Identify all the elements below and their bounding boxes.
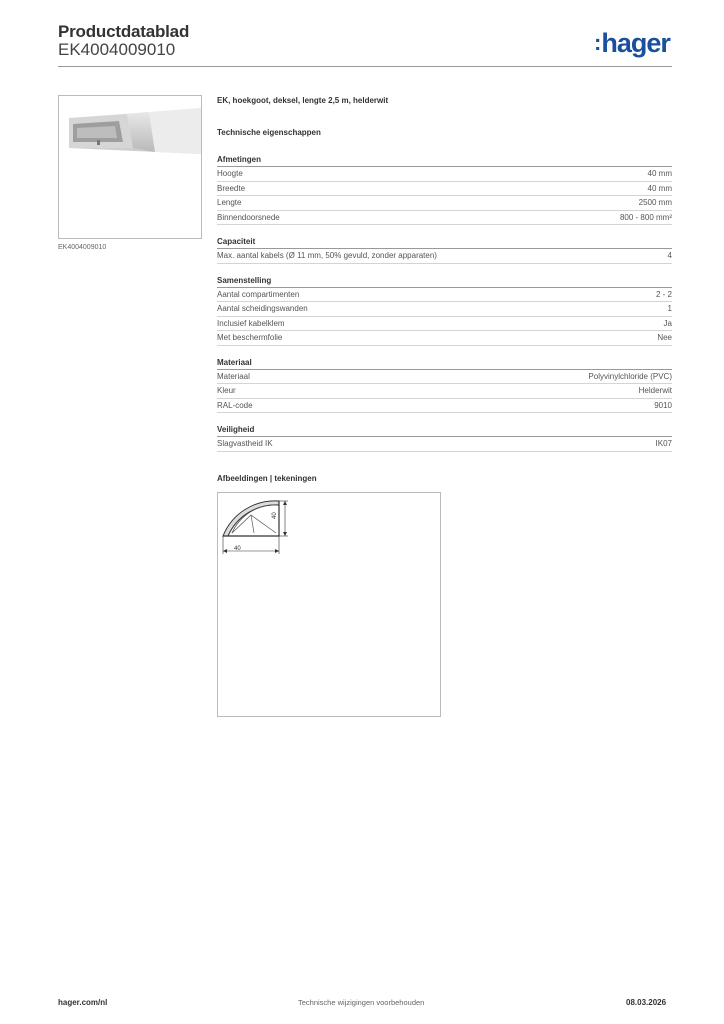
spec-value: 1 [667,304,672,313]
spec-label: Hoogte [217,169,243,178]
spec-value: 9010 [654,400,672,410]
section-materiaal [217,358,672,414]
spec-row [217,317,672,332]
footer-website[interactable]: hager.com/nl [58,998,108,1007]
spec-label: Aantal compartimenten [217,289,300,299]
section-afmetingen [217,155,672,225]
section-heading: Veiligheid [217,425,672,437]
hager-logo: :hager [594,28,670,58]
section-heading: Afmetingen [217,155,672,167]
spec-row [217,331,672,346]
spec-row [217,196,672,211]
spec-label: Max. aantal kabels (Ø 11 mm, 50% gevuld, zonder apparaten) [217,251,437,260]
spec-value: 40 mm [647,169,672,178]
footer-date: 08.03.2026 [626,998,667,1007]
section-heading: Samenstelling [217,276,672,288]
spec-row [217,288,672,303]
spec-value: 4 [667,251,672,260]
spec-row [217,384,672,399]
spec-label: Materiaal [217,371,250,381]
section-samenstelling [217,276,672,346]
spec-value: Nee [657,333,672,342]
spec-label: Binnendoorsnede [217,212,280,222]
spec-label: Slagvastheid IK [217,439,273,448]
spec-row [217,167,672,182]
spec-value: Ja [663,318,672,328]
cross-section-drawing [218,493,440,716]
spec-label: Kleur [217,386,236,395]
page-title: Productdatablad [58,22,190,41]
spec-label: Lengte [217,198,242,207]
tech-heading: Technische eigenschappen [217,128,321,137]
spec-row [217,211,672,226]
spec-row [217,182,672,197]
spec-label: RAL-code [217,400,253,410]
spec-row [217,249,672,264]
spec-row [217,302,672,317]
product-image [58,95,202,239]
spec-value: 2500 mm [638,198,672,207]
spec-row [217,437,672,452]
technical-drawing [217,492,441,717]
spec-label: Met beschermfolie [217,333,283,342]
spec-value: 40 mm [647,183,672,193]
spec-row [217,370,672,385]
spec-value: IK07 [655,439,672,448]
spec-value: Helderwit [638,386,672,395]
spec-label: Inclusief kabelklem [217,318,285,328]
section-capaciteit [217,237,672,264]
section-heading: Capaciteit [217,237,672,249]
spec-value: Polyvinylchloride (PVC) [588,371,672,381]
spec-label: Breedte [217,183,246,193]
product-code: EK4004009010 [58,40,176,59]
section-veiligheid [217,425,672,452]
header-divider [58,66,672,67]
spec-value: 2 - 2 [655,289,672,299]
spec-label: Aantal scheidingswanden [217,304,308,313]
dim-height-label: 40 [272,512,278,519]
footer-notice: Technische wijzigingen voorbehouden [298,998,425,1007]
dim-width-label: 40 [234,546,241,552]
spec-row [217,399,672,414]
drawings-heading: Afbeeldingen | tekeningen [217,474,317,483]
spec-table [217,96,672,452]
spec-value: 800 - 800 mm² [619,212,672,222]
section-heading: Materiaal [217,358,672,370]
image-caption: EK4004009010 [58,244,107,251]
product-name: EK, hoekgoot, deksel, lengte 2,5 m, helderwit [217,96,389,105]
